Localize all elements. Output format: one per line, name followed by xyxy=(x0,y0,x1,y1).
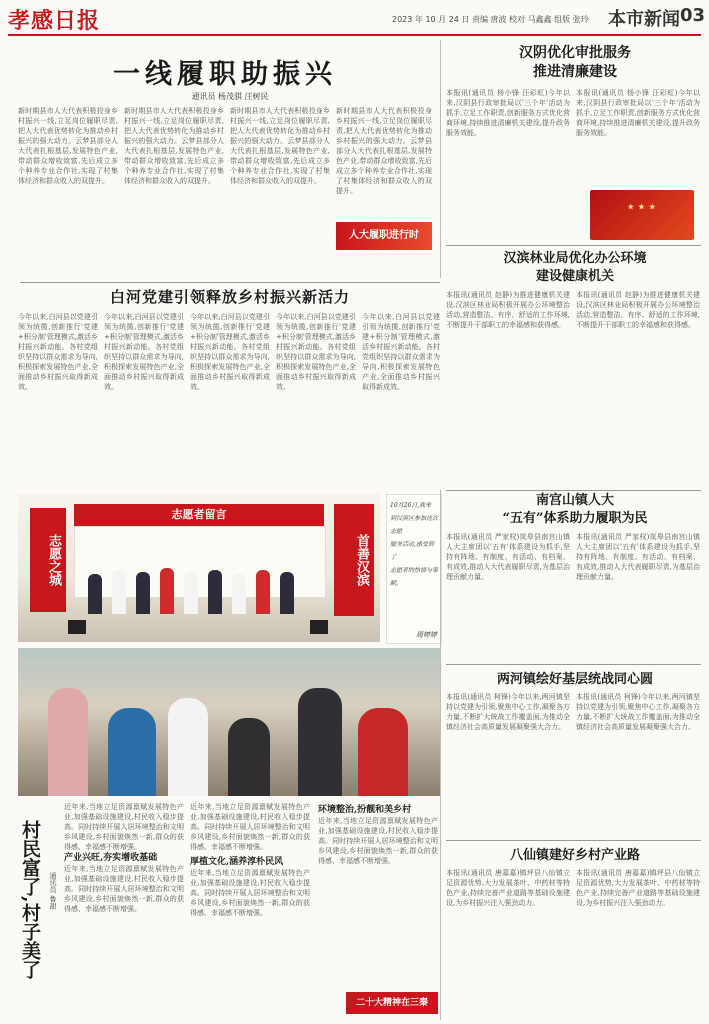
article-4-title xyxy=(450,250,700,286)
volunteer-city-banner: 志愿之城 xyxy=(30,508,66,612)
npc-banner-text: 人大履职进行时 xyxy=(349,230,419,241)
note-line: 到汉滨区参加这次志愿 xyxy=(390,515,439,535)
article-4-title-line1: 汉滨林业局优化办公环境 xyxy=(503,251,647,266)
divider xyxy=(446,245,701,246)
village-title: 村民富了,村子美了 xyxy=(19,820,41,979)
person xyxy=(108,708,156,796)
article-2-title-line2: 推进清廉建设 xyxy=(533,64,617,80)
village-subhead-1: 产业兴旺,夯实增收基础 xyxy=(64,853,158,863)
article-3-title: 白河党建引领释放乡村振兴新活力 xyxy=(109,288,350,306)
divider xyxy=(446,840,701,841)
article-6-title: 两河镇绘好基层统战同心圆 xyxy=(496,672,653,687)
village-subhead-2: 厚植文化,涵养淳朴民风 xyxy=(190,857,284,867)
issue-meta: 2023 年 10 月 24 日 责编 唐波 校对 马鑫鑫 组版 张玲 xyxy=(392,15,589,24)
note-signature: 周婷婷 xyxy=(416,631,437,639)
article-5-title-line2: “五有”体系助力履职为民 xyxy=(502,511,648,526)
divider xyxy=(446,664,701,665)
village-col-1a: 近年来,当地立足资源禀赋发展特色产业,加强基础设施建设,村民收入稳步提高。同时持续开展人居环境整治和文明乡风建设,乡村面貌焕然一新,群众的获得感、幸福感不断增强。 xyxy=(64,803,184,851)
article-4-col-2: 本报讯(通讯员 赵静)为推进健康机关建设,汉滨区林业局积极开展办公环境整治活动,营造整洁、有序、舒适的工作环境,不断提升干部职工的幸福感和获得感。 xyxy=(576,291,700,329)
article-5-title xyxy=(450,492,700,528)
note-line: 服务活动,感受到了 xyxy=(390,541,434,561)
article-3-col-3: 今年以来,白河县以党建引领为统揽,创新推行'党建+积分制'管理模式,激活乡村振兴新动能。各村党组织坚持以群众需求为导向,积极探索发展特色产业,全面推动乡村振兴取得新成效。 xyxy=(190,313,271,391)
village-col-3: 近年来,当地立足资源禀赋发展特色产业,加强基础设施建设,村民收入稳步提高。同时持续开展人居环境整治和文明乡风建设,乡村面貌焕然一新,群众的获得感、幸福感不断增强。 xyxy=(318,817,438,865)
haircut-photo xyxy=(18,648,440,796)
article-3-col-1: 今年以来,白河县以党建引领为统揽,创新推行'党建+积分制'管理模式,激活乡村振兴新动能。各村党组织坚持以群众需求为导向,积极探索发展特色产业,全面推动乡村振兴取得新成效。 xyxy=(18,313,99,391)
person xyxy=(48,688,88,796)
stage-header: 志愿者留言 xyxy=(74,504,324,526)
twentieth-congress-banner: 二十大精神在三秦 xyxy=(346,992,438,1014)
article-5-col-2: 本报讯(通讯员 严家权)岚皋县南宫山镇人大主席团以'五有'体系建设为抓手,坚持有阵地、有制度、有活动、有档案、有成效,推动人大代表履职尽责,为基层治理贡献力量。 xyxy=(576,533,700,581)
divider xyxy=(440,40,441,278)
article-5-col-1: 本报讯(通讯员 严家权)岚皋县南宫山镇人大主席团以'五有'体系建设为抓手,坚持有阵地、有制度、有活动、有档案、有成效,推动人大代表履职尽责,为基层治理贡献力量。 xyxy=(446,533,570,581)
article-2-col-1: 本报讯(通讯员 杨小锋 汪彩虹)今年以来,汉阴县行政审批局以'三个年'活动为抓手,立足工作职责,创新服务方式优化营商环境,持续推进清廉机关建设,提升政务服务效能。 xyxy=(446,89,570,137)
article-4-col-1: 本报讯(通讯员 赵静)为推进健康机关建设,汉滨区林业局积极开展办公环境整治活动,营造整洁、有序、舒适的工作环境,不断提升干部职工的幸福感和获得感。 xyxy=(446,291,570,329)
article-6-col-2: 本报讯(通讯员 柯锋)今年以来,两河镇坚持以党建为引领,聚焦中心工作,凝聚各方力量,不断扩大统战工作覆盖面,为推动全镇经济社会高质量发展凝聚强大合力。 xyxy=(576,693,700,731)
handwritten-note xyxy=(386,494,442,644)
speaker-left xyxy=(68,620,86,634)
village-subhead-3: 环境整治,扮靓和美乡村 xyxy=(318,805,412,815)
section-title: 本市新闻 xyxy=(608,9,680,30)
article-2-title xyxy=(450,44,700,82)
page-number: 03 xyxy=(680,5,706,26)
article-3-col-2: 今年以来,白河县以党建引领为统揽,创新推行'党建+积分制'管理模式,激活乡村振兴新动能。各村党组织坚持以群众需求为导向,积极探索发展特色产业,全面推动乡村振兴取得新成效。 xyxy=(104,313,185,391)
divider xyxy=(20,282,440,283)
article-7-col-1: 本报讯(通讯员 唐嘉嘉)镇坪县八仙镇立足资源优势,大力发展茶叶、中药材等特色产业,持续完善产业道路等基础设施建设,为乡村振兴注入强劲动力。 xyxy=(446,869,570,907)
person xyxy=(228,718,270,796)
village-col-2a: 近年来,当地立足资源禀赋发展特色产业,加强基础设施建设,村民收入稳步提高。同时持续开展人居环境整治和文明乡风建设,乡村面貌焕然一新,群众的获得感、幸福感不断增强。 xyxy=(190,803,310,851)
newspaper-logo: 孝感日报 xyxy=(8,8,101,34)
article-1-col-4: 新时期县市人大代表积极投身乡村振兴一线,立足岗位履职尽责,把人大代表优势转化为推动乡村振兴的强大动力。云梦县部分人大代表扎根基层,发展特色产业,带动群众增收致富,先后成立多个种养专业合作社,实现了村集体经济和群众收入的双提升。 xyxy=(336,107,432,195)
village-col-1b: 近年来,当地立足资源禀赋发展特色产业,加强基础设施建设,村民收入稳步提高。同时持续开展人居环境整治和文明乡风建设,乡村面貌焕然一新,群众的获得感、幸福感不断增强。 xyxy=(64,865,184,913)
note-line: 10月26日,我来 xyxy=(390,502,432,509)
note-line: 志愿者的热情与奉献。 xyxy=(390,567,439,587)
volunteer-photo xyxy=(18,494,380,642)
barber xyxy=(298,688,342,796)
village-col-2b: 近年来,当地立足资源禀赋发展特色产业,加强基础设施建设,村民收入稳步提高。同时持续开展人居环境整治和文明乡风建设,乡村面貌焕然一新,群众的获得感、幸福感不断增强。 xyxy=(190,869,310,917)
article-3-col-4: 今年以来,白河县以党建引领为统揽,创新推行'党建+积分制'管理模式,激活乡村振兴新动能。各村党组织坚持以群众需求为导向,积极探索发展特色产业,全面推动乡村振兴取得新成效。 xyxy=(276,313,357,391)
article-7-col-2: 本报讯(通讯员 唐嘉嘉)镇坪县八仙镇立足资源优势,大力发展茶叶、中药材等特色产业,持续完善产业道路等基础设施建设,为乡村振兴注入强劲动力。 xyxy=(576,869,700,907)
article-6-col-1: 本报讯(通讯员 柯锋)今年以来,两河镇坚持以党建为引领,聚焦中心工作,凝聚各方力量,不断扩大统战工作覆盖面,为推动全镇经济社会高质量发展凝聚强大合力。 xyxy=(446,693,570,731)
article-2-title-line1: 汉阴优化审批服务 xyxy=(519,45,631,61)
divider xyxy=(440,490,441,1020)
people-group xyxy=(88,564,318,614)
article-1-col-1: 新时期县市人大代表积极投身乡村振兴一线,立足岗位履职尽责,把人大代表优势转化为推动乡村振兴的强大动力。云梦县部分人大代表扎根基层,发展特色产业,带动群众增收致富,先后成立多个种养专业合作社,实现了村集体经济和群众收入的双提升。 xyxy=(18,107,118,185)
article-5-title-line1: 南宫山镇人大 xyxy=(535,493,614,508)
npc-banner xyxy=(336,222,432,250)
article-1-title: 一线履职助振兴 xyxy=(113,59,337,90)
divider xyxy=(446,490,701,491)
emblem-text: ★ ★ ★ xyxy=(627,202,657,211)
article-3-col-5: 今年以来,白河县以党建引领为统揽,创新推行'党建+积分制'管理模式,激活乡村振兴新动能。各村党组织坚持以群众需求为导向,积极探索发展特色产业,全面推动乡村振兴取得新成效。 xyxy=(362,313,440,391)
article-7-title: 八仙镇建好乡村产业路 xyxy=(509,848,640,863)
person xyxy=(168,698,208,796)
header-rule xyxy=(8,34,701,36)
person xyxy=(358,708,408,796)
article-1-col-3: 新时期县市人大代表积极投身乡村振兴一线,立足岗位履职尽责,把人大代表优势转化为推动乡村振兴的强大动力。云梦县部分人大代表扎根基层,发展特色产业,带动群众增收致富,先后成立多个种养专业合作社,实现了村集体经济和群众收入的双提升。 xyxy=(230,107,330,185)
three-years-emblem xyxy=(590,190,694,240)
article-2-col-2: 本报讯(通讯员 杨小锋 汪彩虹)今年以来,汉阴县行政审批局以'三个年'活动为抓手,立足工作职责,创新服务方式优化营商环境,持续推进清廉机关建设,提升政务服务效能。 xyxy=(576,89,700,137)
speaker-right xyxy=(310,620,328,634)
article-4-title-line2: 建设健康机关 xyxy=(535,269,614,284)
article-1-byline: 通讯员 杨茂骐 汪树民 xyxy=(191,92,269,101)
first-good-banner: 首善汉滨 xyxy=(334,504,374,616)
article-1-col-2: 新时期县市人大代表积极投身乡村振兴一线,立足岗位履职尽责,把人大代表优势转化为推动乡村振兴的强大动力。云梦县部分人大代表扎根基层,发展特色产业,带动群众增收致富,先后成立多个种养专业合作社,实现了村集体经济和群众收入的双提升。 xyxy=(124,107,224,185)
village-byline: 通讯员 鲁甜 xyxy=(49,872,57,910)
